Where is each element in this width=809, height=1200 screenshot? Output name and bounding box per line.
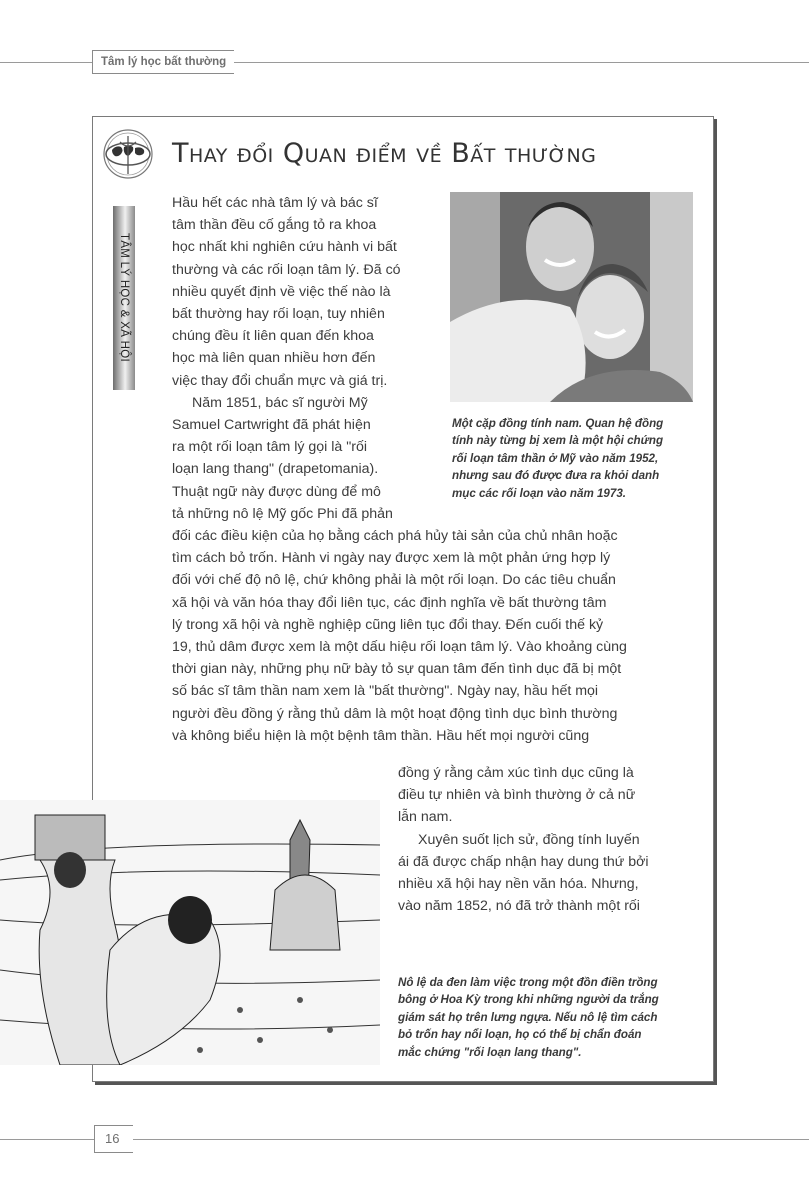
text-line: bất thường hay rối loạn, tuy nhiên	[172, 306, 385, 323]
caption-line: mục các rối loạn vào năm 1973.	[452, 486, 626, 500]
caption-line: rối loạn tâm thần ở Mỹ vào năm 1952,	[452, 451, 659, 465]
text-line: số bác sĩ tâm thần nam xem là "bất thường". Ngày nay, hầu hết mọi	[172, 683, 599, 700]
running-header: Tâm lý học bất thường	[92, 50, 234, 74]
text-line: ái đã được chấp nhận hay dung thứ bởi	[398, 853, 649, 870]
text-line: nhiều xã hội hay nền văn hóa. Nhưng,	[398, 876, 639, 893]
illustration-caption	[398, 974, 659, 1061]
couple-photo	[450, 192, 693, 402]
caption-line: nhưng sau đó được đưa ra khỏi danh	[452, 469, 660, 483]
globe-psi-icon	[102, 128, 154, 180]
photo-caption	[452, 415, 663, 502]
caption-line: bỏ trốn hay nổi loạn, họ có thể bị chẩn đoán	[398, 1028, 642, 1042]
text-line: tả những nô lệ Mỹ gốc Phi đã phản	[172, 505, 393, 522]
photo-placeholder-icon	[450, 192, 693, 402]
text-line: loạn lang thang" (drapetomania).	[172, 461, 379, 478]
text-line: việc thay đổi chuẩn mực và giá trị.	[172, 372, 388, 389]
text-line: Năm 1851, bác sĩ người Mỹ	[192, 394, 368, 411]
text-line: Hầu hết các nhà tâm lý và bác sĩ	[172, 195, 378, 211]
caption-line: mắc chứng "rối loạn lang thang".	[398, 1045, 582, 1059]
text-line: điều tự nhiên và bình thường ở cả nữ	[398, 787, 636, 804]
illustration-placeholder-icon	[0, 800, 380, 1065]
caption-line: bông ở Hoa Kỳ trong khi những người da trắng	[398, 993, 659, 1007]
text-line: và không biểu hiện là một bệnh tâm thần. Hầu hết mọi người cũng	[172, 727, 590, 744]
text-line: chúng đều ít liên quan đến khoa	[172, 328, 374, 345]
text-line: Samuel Cartwright đã phát hiện	[172, 417, 371, 434]
text-line: lý trong xã hội và nghề nghiệp cũng liên tục đổi thay. Đến cuối thế kỷ	[172, 616, 604, 633]
text-line: đồng ý rằng cảm xúc tình dục cũng là	[398, 765, 634, 781]
text-line: ra một rối loạn tâm lý gọi là "rối	[172, 439, 368, 456]
text-line: thường và các rối loạn tâm lý. Đã có	[172, 261, 401, 278]
text-line: học mà liên quan nhiều hơn đến	[172, 350, 376, 367]
text-line: Xuyên suốt lịch sử, đồng tính luyến	[418, 831, 640, 848]
caption-line: Một cặp đồng tính nam. Quan hệ đồng	[452, 417, 664, 430]
text-line: tìm cách bỏ trốn. Hành vi ngày nay được xem là một phản ứng hợp lý	[172, 550, 611, 567]
text-line: học nhất khi nghiên cứu hành vi bất	[172, 239, 397, 256]
text-line: lẫn nam.	[398, 809, 453, 826]
page-number: 16	[94, 1125, 133, 1153]
text-line: xã hội và văn hóa thay đổi liên tục, các định nghĩa về bất thường tâm	[172, 594, 607, 611]
plantation-illustration	[0, 800, 380, 1065]
text-line: Thuật ngữ này được dùng để mô	[172, 483, 381, 500]
caption-line: Nô lệ da đen làm việc trong một đồn điền trồng	[398, 976, 658, 989]
text-line: đối các điều kiện của họ bằng cách phá hủy tài sản của chủ nhân hoặc	[172, 528, 618, 545]
text-line: vào năm 1852, nó đã trở thành một rối	[398, 898, 640, 915]
text-line: nhiều quyết định về việc thế nào là	[172, 283, 391, 300]
article-title: Thay đổi Quan điểm về Bất thường	[172, 138, 597, 169]
section-tag	[113, 206, 135, 390]
caption-line: tính này từng bị xem là một hội chứng	[452, 434, 664, 448]
text-line: đối với chế độ nô lệ, chứ không phải là một rối loạn. Do các tiêu chuẩn	[172, 572, 616, 589]
paragraph-right-column	[398, 762, 649, 917]
text-line: thời gian này, những phụ nữ bày tỏ sự quan tâm đến tình dục đã bị một	[172, 661, 622, 678]
section-tag-label: TÂM LÝ HỌC & XÃ HỘI	[118, 233, 130, 363]
caption-line: giám sát họ trên lưng ngựa. Nếu nô lệ tìm cách	[398, 1010, 658, 1024]
text-line: 19, thủ dâm được xem là một dấu hiệu rối loạn tâm lý. Vào khoảng cùng	[172, 639, 627, 656]
text-line: người đều đồng ý rằng thủ dâm là một hoạt động tình dục bình thường	[172, 705, 618, 722]
text-line: tâm thần đều cố gắng tỏ ra khoa	[172, 217, 377, 234]
